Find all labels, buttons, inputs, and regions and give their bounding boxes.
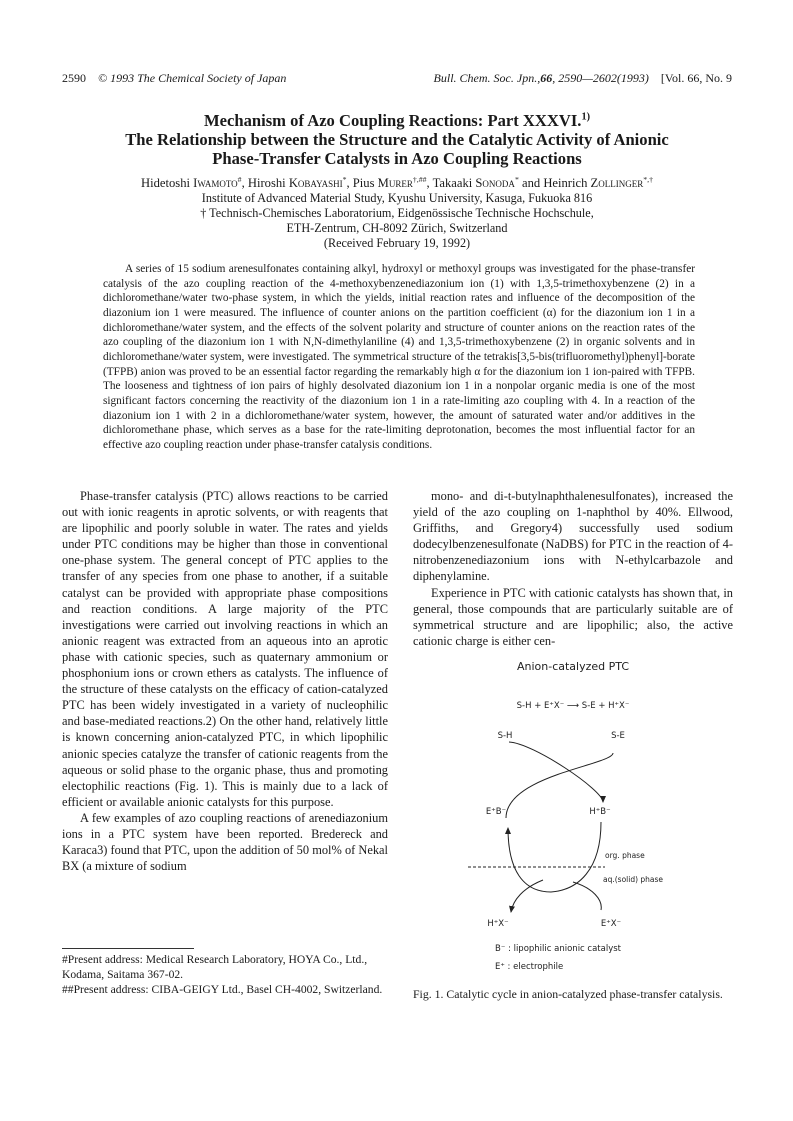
author-separator: ,: [241, 176, 248, 190]
author: [248, 176, 347, 190]
label-ex: E⁺X⁻: [600, 919, 622, 929]
received-date: (Received February 19, 1992): [323, 236, 471, 250]
legend-catalyst: B⁻ : lipophilic anionic catalyst: [495, 944, 622, 954]
paragraph: mono- and di-t-butylnaphthalenesulfonates), increased the yield of the azo coupling on 1-naphthol by 40%. Ellwood, Griffiths, and Gregory4) successfully used sodium dodecylbenzenesulfonate (NaDBS) for PTC in the reaction of 4-nitrobenzenediazonium ions with N-ethylcarbazole and diphenylamine.: [413, 489, 733, 584]
author-family-name: Kobayashi: [288, 176, 343, 190]
footnotes: [62, 952, 388, 997]
author-mark: #: [237, 174, 242, 184]
author-family-name: Sonoda: [475, 176, 515, 190]
affiliation-2: † Technisch-Chemisches Laboratorium, Eidgenössische Technische Hochschule,: [200, 206, 594, 220]
author: [433, 176, 519, 190]
lower-ex-arc: [573, 882, 601, 910]
label-sh: S-H: [497, 731, 513, 741]
title-line-2: The Relationship between the Structure and the Catalytic Activity of Anionic: [125, 130, 669, 149]
paper-title: [62, 111, 732, 168]
author-separator: and: [518, 176, 544, 190]
figure-caption: [413, 987, 733, 1002]
author-family-name: Zollinger: [590, 176, 644, 190]
author-mark: *: [514, 174, 519, 184]
upper-right-arc: [509, 742, 603, 802]
author-family-name: Iwamoto: [193, 176, 238, 190]
author-given-name: Heinrich: [543, 176, 591, 190]
issue-info: [Vol. 66, No. 9: [660, 71, 732, 85]
author-mark: †,##: [412, 174, 427, 184]
affiliation-3: ETH-Zentrum, CH-8092 Zürich, Switzerland: [286, 221, 508, 235]
label-se: S-E: [611, 731, 625, 741]
author-family-name: Murer: [377, 176, 413, 190]
page-number: 2590: [62, 71, 86, 85]
figure-1: [413, 650, 733, 980]
body-column-right: [413, 488, 733, 649]
author: [141, 176, 242, 190]
abstract: [103, 262, 695, 453]
figure-title: Anion-catalyzed PTC: [516, 660, 630, 673]
org-phase-label: org. phase: [605, 851, 645, 860]
catalytic-cycle-diagram: [413, 650, 733, 980]
lower-left-arc: [508, 822, 601, 892]
running-head: [62, 71, 732, 87]
author-given-name: Hiroshi: [247, 176, 289, 190]
legend-electrophile: E⁺ : electrophile: [495, 962, 564, 972]
page-range: , 2590—2602(1993): [552, 71, 649, 85]
author-mark: *: [342, 174, 347, 184]
journal-name: Bull. Chem. Soc. Jpn.,: [433, 71, 541, 85]
author-separator: ,: [346, 176, 353, 190]
author: [353, 176, 427, 190]
caption-text: Fig. 1. Catalytic cycle in anion-catalyzed phase-transfer catalysis.: [413, 987, 723, 1001]
affiliation-1: Institute of Advanced Material Study, Kyushu University, Kasuga, Fukuoka 816: [201, 191, 593, 205]
paragraph: A few examples of azo coupling reactions of arenediazonium ions in a PTC system have been reported. Bredereck and Karaca3) found that PTC, upon the addition of 50 mol% of Nekal BX (a mixture of sodium: [62, 810, 388, 874]
volume-number: 66: [540, 71, 553, 85]
abstract-text: A series of 15 sodium arenesulfonates containing alkyl, hydroxyl or methoxyl groups was investigated for the phase-transfer catalysis of the azo coupling reaction of the 4-methoxybenzenediazonium ion (1) with 1,3,5-trimethoxybenzene (2) in a dichloromethane/water two-phase system, in which the yields, initial reaction rates and influence of the decomposition of the diazonium ion 1 were measured. The influence of counter anions on the partition coefficient (α) for the diazonium ion 1 in a dichloromethane/water system, and the effects of the solvent polarity and structure of counter anions on the reaction rates of the azo coupling of the diazonium ion 1 with N,N-dimethylaniline (4) and 1,3,5-trimethoxybenzene (2) in organic solvents and in dichloromethane/water system, were investigated. The symmetrical structure of the tetrakis[3,5-bis(trifluoromethyl)phenyl]-borate (TFPB) anion was proved to be an essential factor regarding the remarkably high α for the diazonium ion 1 ion-paired with TFPB. The looseness and tightness of ion pairs of highly desolvated diazonium ion 1 in a nonpolar organic media is one of the most significant factors concerning the reactivity of the diazonium ion 1 in a rate-limiting azo coupling with 4. In a reaction of the diazonium ion 1 with 2 in a dichloromethane/water system, however, the amount of saturated water and/or additives in the dichloromethane phase, which serves as a base for the rate-limiting deprotonation, becomes the most influential factor for an effective azo coupling reaction under phase-transfer catalysis conditions.: [103, 263, 695, 451]
paragraph: Phase-transfer catalysis (PTC) allows reactions to be carried out with ionic reagents in aprotic solvents, or with reagents that are lipophilic and poorly soluble in water. The rates and yields under PTC conditions may be higher than those in conventional one-phase system. The general concept of PTC applies to the transfer of any species from one phase to another, if a suitable catalyst can be provided with appropriate phase compositions and reaction conditions. A large majority of the PTC investigations were carried out involving reactions in which an anionic reagent was extracted from an aqueous into an aprotic phase with cationic species, such as quaternary ammonium or phosphonium ions or crown ethers as catalysts. The influence of the structure of these catalysts on the efficacy of cation-catalyzed PTC has been widely investigated in a variety of nucleophilic and base-mediated reactions.2) On the other hand, relatively little is known concerning anion-catalyzed PTC, in which lipophilic anionic species catalyze the transfer of cationic reagents from the aqueous or solid phase to the organic phase, thus and promoting electophilic reactions (Fig. 1). This is mainly due to a lack of efficient or available anionic catalysts for this purpose.: [62, 489, 388, 809]
author-given-name: Hidetoshi: [141, 176, 194, 190]
body-column-left: [62, 488, 388, 874]
label-hb: H⁺B⁻: [589, 807, 611, 817]
paragraph: Experience in PTC with cationic catalysts has shown that, in general, those compounds that are particularly suitable are of symmetrical structure and are lipophilic; also, the active cationic charge is either cen-: [413, 585, 733, 648]
author-separator: ,: [426, 176, 433, 190]
aq-phase-label: aq.(solid) phase: [603, 875, 664, 884]
running-head-left: [62, 71, 286, 86]
footnote: ##Present address: CIBA-GEIGY Ltd., Basel CH-4002, Switzerland.: [62, 983, 383, 996]
title-line-1: Mechanism of Azo Coupling Reactions: Part XXXVI.: [203, 111, 582, 130]
reaction-equation: S-H + E⁺X⁻ ⟶ S-E + H⁺X⁻: [516, 701, 630, 711]
author-given-name: Pius: [352, 176, 378, 190]
label-hx: H⁺X⁻: [487, 919, 509, 929]
title-line-3: Phase-Transfer Catalysts in Azo Coupling Reactions: [212, 149, 582, 168]
footnote-rule: [62, 948, 194, 949]
running-head-right: [434, 71, 732, 86]
author-list: [62, 176, 732, 191]
author: [543, 176, 653, 190]
label-eb: E⁺B⁻: [485, 807, 507, 817]
author-mark: *,†: [643, 174, 653, 184]
title-reference: 1): [581, 111, 591, 123]
footnote: #Present address: Medical Research Laboratory, HOYA Co., Ltd., Kodama, Saitama 367-02.: [62, 953, 368, 981]
copyright: © 1993 The Chemical Society of Japan: [98, 71, 287, 85]
author-given-name: Takaaki: [432, 176, 476, 190]
affiliations: [62, 191, 732, 236]
